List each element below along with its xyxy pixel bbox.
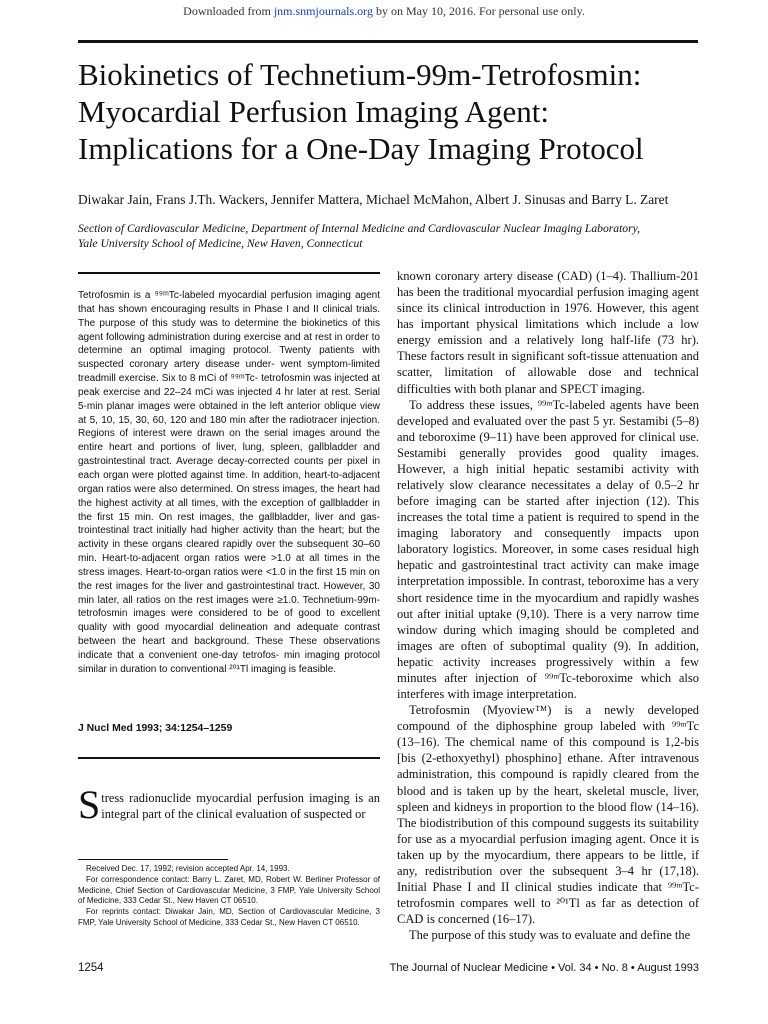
abstract-line: and at rest in order to determine an optimal imaging protocol. (78, 331, 380, 357)
citation: J Nucl Med 1993; 34:1254–1259 (78, 723, 233, 734)
abstract-line: in the stress images. Heart-to-organ ratios were <1.0 in the first (78, 553, 381, 578)
abstract-line: However, 30 min later, all ratios on the rest images were ≥1.0. (78, 580, 380, 606)
abstract-line: 15 min on the rest images for the liver and gastrointestinal tract. (78, 566, 380, 592)
abstract-line: injected 4 hr later at rest. Serial 5-min planar images were (78, 386, 380, 412)
abstract-line: 30–60 min. Heart-to-adjacent organ ratios were >1.0 at all times (78, 539, 381, 565)
body-paragraph: The purpose of this study was to evaluate and define the (409, 928, 691, 943)
abstract-line: Technetium-99m-tetrofosmin images were considered to be of (78, 594, 380, 620)
abstract-line: and 180 min after the radiotracer injection. Regions of interest (78, 414, 381, 440)
abstract-line: min imaging protocol similar in duration to conventional ²⁰¹Tl (78, 649, 381, 675)
abstract-line: Tetrofosmin is a ⁹⁹ᵐTc-labeled myocardial perfusion imaging (78, 290, 351, 301)
intro-line: tress radionuclide myocardial perfusion imaging is an (101, 791, 380, 805)
abstract-line: tract. Average decay-corrected counts per pixel in each organ (78, 456, 380, 481)
title-line-3: Implications for a One-Day Imaging Protocol (78, 131, 644, 166)
footnote-rule (78, 859, 228, 860)
abstract-bottom-rule (78, 757, 380, 759)
intro-line: integral part of the clinical evaluation of suspected or (101, 807, 366, 821)
correspondence-note: For correspondence contact: Barry L. Zaret, MD, Robert W. Berliner Professor of Medicine, Chief Section of Cardiovascular Medicine, 3 FMP, Yale University School of Medicine, 333 Cedar St., New Haven CT 06510. (78, 874, 380, 906)
abstract-line: highest activity at all times, with the exception of gallbladder in (95, 497, 380, 509)
abstract-line: trointestinal tract initially had higher activity than the heart; but the (78, 525, 380, 537)
abstract-line: were plotted against time. In addition, heart-to-adjacent organ (78, 469, 380, 495)
body-paragraph: To address these issues, ⁹⁹ᵐTc-labeled agents have been developed and evaluated over the past 5 yr. Sestamibi (5–8) and teboroxime (9–11) have been approved for clinical use. Sestamibi generally provides good quality images. However, a high initial hepatic sestamibi activity with relatively slow clearance necessitates a delay of 0.5–2 hr before imaging can be started after injection (12). This increases the total time a patient is required to spend in the imaging laboratory and consequently impacts upon laboratory logistics. Moreover, in some cases residual high hepatic and gastrointestinal tract activity can make image interpretation impossible. In contrast, teboroxime has a very short residence time in the myocardium and rapidly washes out after initial uptake (9,10). There is a very narrow time window during which imaging should be completed and images are often of suboptimal quality (9). In addition, hepatic activity increases progressively within a few minutes after injection of ⁹⁹ᵐTc-teboroxime which also interferes with image interpretation. (397, 397, 699, 702)
abstract-line: ratios were also determined. On stress images, the heart had the (78, 483, 380, 509)
abstract-line: Twenty patients with suspected coronary artery disease under- (78, 345, 380, 371)
abstract-line: These observations indicate that a convenient one-day tetrofos- (78, 636, 380, 661)
intro-paragraph (78, 782, 380, 827)
abstract-line: were drawn on the serial images around the entire heart and (78, 428, 380, 454)
abstract-line: agent that has shown encouraging results in Phase I and II (78, 290, 380, 315)
drop-cap: S (78, 782, 101, 827)
page-number: 1254 (78, 962, 104, 974)
abstract-line: activity in these organs cleared rapidly over the subsequent (78, 539, 349, 551)
abstract-line: tetrofosmin was injected at peak exercise and 22–24 mCi was (78, 373, 381, 398)
abstract-line: biokinetics of this agent following administration during exercise (78, 317, 381, 343)
download-prefix: Downloaded from (183, 4, 274, 18)
received-note: Received Dec. 17, 1992; revision accepted Apr. 14, 1993. (86, 864, 290, 873)
reprints-note: For reprints contact: Diwakar Jain, MD, Section of Cardiovascular Medicine, 3 FMP, Yale University School of Medicine, 333 Cedar St., New Haven CT 06510. (78, 907, 380, 927)
abstract (78, 289, 380, 677)
header-rule (78, 40, 698, 43)
abstract-top-rule (78, 272, 380, 274)
title-line-1: Biokinetics of Technetium-99m-Tetrofosmin: (78, 57, 642, 92)
abstract-line: clinical trials. The purpose of this study was to determine the (78, 303, 380, 329)
journal-site-link[interactable]: jnm.snmjournals.org (273, 4, 373, 18)
body-column-right (397, 268, 699, 943)
footnotes (78, 864, 380, 929)
download-notice (0, 4, 768, 19)
abstract-line: the first 15 min. On rest images, the gallbladder, liver and gas- (78, 511, 380, 523)
affiliation-line-1: Section of Cardiovascular Medicine, Department of Internal Medicine and Cardiovascular Nuclear Imaging Laboratory, (78, 222, 641, 235)
download-suffix: by on May 10, 2016. For personal use only. (372, 4, 585, 18)
body-paragraph: Tetrofosmin (Myoview™) is a newly developed compound of the diphosphine group labeled with ⁹⁹ᵐTc (13–16). The chemical name of this compound is 1,2-bis [bis (2-ethoxyethyl) phosphino] ethane. After intravenous administration, this compound is rapidly cleared from the blood and is taken up by the heart, skeletal muscle, liver, spleen and kidneys in proportion to the blood flow (14–16). The biodistribution of this compound suggests its suitability for use as a myocardial perfusion imaging agent. Once it is taken up by the myocardium, there appears to be little, if any, redistribution over the subsequent 3–4 hr (17,18). Initial Phase I and II clinical studies indicate that ⁹⁹ᵐTc-tetrofosmin compares well to ²⁰¹Tl as far as detection of CAD is concerned (16–17). (397, 703, 699, 927)
journal-footer: The Journal of Nuclear Medicine • Vol. 34 • No. 8 • August 1993 (389, 962, 699, 974)
abstract-line: portions of liver, lung, spleen, gallbladder and gastrointestinal (78, 442, 380, 468)
abstract-line: good to excellent quality with good myocardial delineation and (78, 608, 380, 634)
abstract-line: imaging is feasible. (250, 663, 337, 675)
abstract-line: adequate contrast between the heart and background. These (78, 622, 381, 648)
title-line-2: Myocardial Perfusion Imaging Agent: (78, 94, 549, 129)
abstract-line: obtained in the left anterior oblique view at 5, 10, 15, 30, 60, 120 (78, 400, 380, 426)
article-title (78, 56, 718, 167)
affiliation (78, 221, 698, 251)
author-list: Diwakar Jain, Frans J.Th. Wackers, Jennifer Mattera, Michael McMahon, Albert J. Sinusas and Barry L. Zaret (78, 192, 669, 207)
affiliation-line-2: Yale University School of Medicine, New Haven, Connecticut (78, 237, 363, 250)
body-paragraph: known coronary artery disease (CAD) (1–4). Thallium-201 has been the traditional myocardial perfusion imaging agent since its clinical introduction in 1976. However, this agent has important physical limitations which include a low energy emission and a relatively long half-life (73 hr). These factors result in significant soft-tissue attenuation and scatter, limitation of allowable dose and technical difficulties with both planar and SPECT imaging. (397, 269, 699, 396)
abstract-line: went symptom-limited treadmill exercise. Six to 8 mCi of ⁹⁹ᵐTc- (78, 359, 380, 385)
